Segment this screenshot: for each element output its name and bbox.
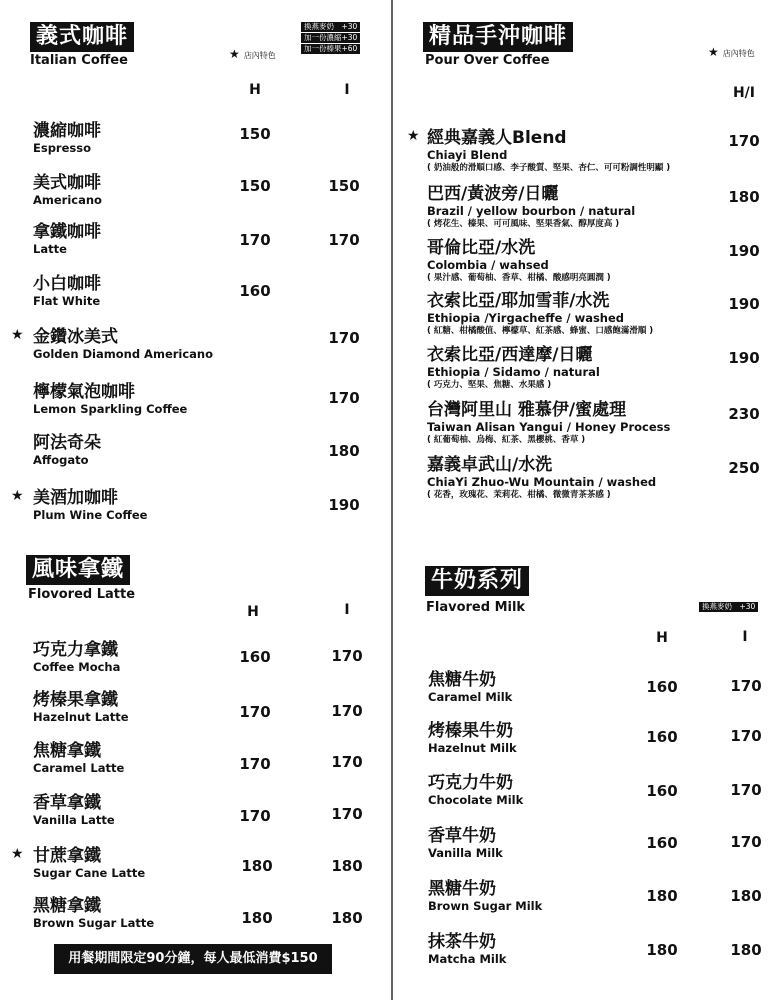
star-legend-label: 店內特色 — [243, 51, 276, 60]
item-name-zh: 衣索比亞/西達摩/日曬 — [427, 345, 593, 365]
item-name-zh: 美酒加咖啡 — [33, 488, 118, 508]
price-iced: 190 — [328, 496, 360, 514]
addon-espresso-shot: 加一份濃縮+30 — [301, 33, 360, 43]
price-iced: 170 — [730, 833, 762, 851]
milk-addons — [699, 602, 758, 612]
milk-section-title: 牛奶系列 — [425, 566, 529, 596]
menu-item — [428, 932, 506, 966]
price-iced: 180 — [331, 857, 363, 875]
menu-item — [33, 173, 102, 207]
item-name-zh: 甘蔗拿鐵 — [33, 846, 101, 866]
menu-item — [33, 433, 101, 467]
item-tasting-note: ( 紅糖、柑橘酸值、檸檬草、紅茶感、蜂蜜、口感飽滿滑順 ) — [427, 326, 654, 336]
item-name-en: Brown Sugar Milk — [428, 899, 543, 913]
menu-item-featured — [11, 488, 148, 522]
italian-section-en: Italian Coffee — [30, 53, 128, 68]
milk-col-hot: H — [656, 630, 668, 646]
price-hot: 160 — [239, 648, 271, 666]
item-name-zh: 抹茶牛奶 — [428, 932, 496, 952]
item-name-zh: 哥倫比亞/水洗 — [427, 238, 536, 258]
price-hot: 160 — [646, 678, 678, 696]
item-name-zh: 台灣阿里山 雅慕伊/蜜處理 — [427, 400, 627, 420]
item-name-en: Americano — [33, 193, 102, 207]
item-name-zh: 衣索比亞/耶加雪菲/水洗 — [427, 291, 610, 311]
item-name-zh: 黑糖牛奶 — [428, 879, 496, 899]
price-iced: 170 — [328, 231, 360, 249]
item-name-en: Lemon Sparkling Coffee — [33, 402, 188, 416]
menu-item — [428, 670, 512, 704]
item-name-zh: 巴西/黃波旁/日曬 — [427, 184, 559, 204]
star-legend-label: 店內特色 — [722, 49, 755, 58]
item-name-en: Brown Sugar Latte — [33, 916, 155, 930]
price-hot: 180 — [241, 909, 273, 927]
milk-col-iced: I — [742, 629, 748, 645]
latte-section-en: Flovored Latte — [28, 587, 136, 602]
price-hot: 150 — [239, 177, 271, 195]
menu-item — [33, 382, 187, 416]
price-hot: 160 — [239, 282, 271, 300]
italian-col-iced: I — [344, 82, 350, 98]
star-icon: ★ — [407, 128, 420, 144]
item-name-en: Caramel Latte — [33, 761, 125, 775]
price: 180 — [728, 188, 760, 206]
item-name-en: Latte — [33, 242, 67, 256]
item-name-en: ChiaYi Zhuo-Wu Mountain / washed — [427, 475, 657, 489]
item-name-en: Vanilla Latte — [33, 813, 115, 827]
price-hot: 150 — [239, 125, 271, 143]
price-iced: 170 — [328, 389, 360, 407]
item-name-zh: 香草拿鐵 — [33, 793, 101, 813]
item-name-en: Caramel Milk — [428, 690, 513, 704]
item-name-en: Sugar Cane Latte — [33, 866, 146, 880]
menu-item — [427, 455, 656, 501]
item-name-en: Brazil / yellow bourbon / natural — [427, 204, 636, 218]
menu-item — [33, 121, 101, 155]
item-name-zh: 拿鐵咖啡 — [33, 222, 101, 242]
menu-item — [33, 274, 101, 308]
item-name-en: Taiwan Alisan Yangui / Honey Process — [427, 420, 671, 434]
item-name-zh: 巧克力拿鐵 — [33, 640, 118, 660]
milk-section-en: Flavored Milk — [426, 600, 526, 615]
price: 250 — [728, 459, 760, 477]
item-name-zh: 檸檬氣泡咖啡 — [33, 382, 135, 402]
latte-col-iced: I — [344, 602, 350, 618]
price-iced: 180 — [730, 887, 762, 905]
star-icon: ★ — [11, 846, 24, 862]
price-iced: 170 — [331, 753, 363, 771]
item-name-en: Ethiopia /Yirgacheffe / washed — [427, 311, 625, 325]
item-tasting-note: ( 果汁感、葡萄柚、香草、柑橘、酸感明亮圓潤 ) — [427, 273, 611, 283]
italian-section-title: 義式咖啡 — [30, 22, 134, 52]
price-iced: 180 — [328, 442, 360, 460]
menu-item — [427, 184, 635, 230]
menu-item — [33, 222, 101, 256]
menu-item-featured — [407, 128, 671, 174]
price-hot: 180 — [646, 887, 678, 905]
item-tasting-note: ( 紅葡萄柚、烏梅、紅茶、黑櫻桃、香草 ) — [427, 435, 586, 445]
item-tasting-note: ( 巧克力、堅果、焦糖、水果感 ) — [427, 380, 552, 390]
menu-item — [428, 826, 503, 860]
item-name-zh: 黑糖拿鐵 — [33, 896, 101, 916]
menu-item — [428, 721, 517, 755]
star-icon: ★ — [708, 45, 719, 59]
item-name-en: Chiayi Blend — [427, 148, 508, 162]
footer-notice: 用餐期間限定90分鐘，每人最低消費$150 — [54, 944, 332, 974]
item-name-zh: 濃縮咖啡 — [33, 121, 101, 141]
item-name-zh: 焦糖拿鐵 — [33, 741, 101, 761]
column-divider — [391, 0, 393, 1000]
item-name-en: Espresso — [33, 141, 91, 155]
menu-item — [428, 773, 523, 807]
menu-item-featured — [11, 327, 214, 361]
menu-item — [33, 741, 124, 775]
price-iced: 170 — [331, 702, 363, 720]
item-name-zh: 烤榛果牛奶 — [428, 721, 513, 741]
item-name-en: Vanilla Milk — [428, 846, 503, 860]
italian-addons — [301, 22, 360, 54]
item-tasting-note: ( 奶油般的滑順口感、李子酸質、堅果、杏仁、可可粉調性明顯 ) — [427, 163, 671, 173]
price: 190 — [728, 242, 760, 260]
item-name-en: Flat White — [33, 294, 101, 308]
price-iced: 170 — [730, 781, 762, 799]
item-tasting-note: ( 烤花生、榛果、可可風味、堅果香氣、醇厚度高 ) — [427, 219, 620, 229]
item-name-zh: 焦糖牛奶 — [428, 670, 496, 690]
price-iced: 170 — [730, 727, 762, 745]
price: 190 — [728, 295, 760, 313]
menu-item — [33, 640, 120, 674]
menu-item — [33, 690, 129, 724]
menu-item — [427, 345, 600, 391]
price-iced: 180 — [730, 941, 762, 959]
item-tasting-note: ( 花香，玫瑰花、茉莉花、柑橘、微微青茶茶感 ) — [427, 490, 611, 500]
price-hot: 160 — [646, 782, 678, 800]
menu-item-featured — [11, 846, 146, 880]
price: 170 — [728, 132, 760, 150]
addon-oat-milk: 換燕麥奶 +30 — [301, 22, 360, 32]
addon-oat-milk: 換燕麥奶 +30 — [699, 602, 758, 612]
pourover-section-title: 精品手沖咖啡 — [423, 22, 573, 52]
item-name-zh: 阿法奇朵 — [33, 433, 101, 453]
price-iced: 170 — [331, 647, 363, 665]
latte-col-hot: H — [247, 604, 259, 620]
star-icon: ★ — [11, 488, 24, 504]
item-name-en: Coffee Mocha — [33, 660, 121, 674]
item-name-zh: 巧克力牛奶 — [428, 773, 513, 793]
price: 190 — [728, 349, 760, 367]
price-hot: 160 — [646, 728, 678, 746]
price-iced: 170 — [331, 805, 363, 823]
price-hot: 160 — [646, 834, 678, 852]
price-iced: 170 — [730, 677, 762, 695]
price-hot: 180 — [646, 941, 678, 959]
item-name-en: Golden Diamond Americano — [33, 347, 214, 361]
star-icon: ★ — [11, 327, 24, 343]
pourover-section-en: Pour Over Coffee — [425, 53, 550, 68]
price-hot: 170 — [239, 231, 271, 249]
item-name-en: Hazelnut Latte — [33, 710, 129, 724]
price-hot: 170 — [239, 755, 271, 773]
menu-item — [428, 879, 542, 913]
menu-item — [33, 793, 115, 827]
price-hot: 170 — [239, 807, 271, 825]
price-hot: 180 — [241, 857, 273, 875]
star-legend — [229, 47, 276, 61]
price-iced: 180 — [331, 909, 363, 927]
menu-item — [33, 896, 154, 930]
item-name-zh: 香草牛奶 — [428, 826, 496, 846]
item-name-zh: 烤榛果拿鐵 — [33, 690, 118, 710]
item-name-zh: 經典嘉義人Blend — [427, 128, 567, 148]
star-icon: ★ — [229, 47, 240, 61]
item-name-en: Chocolate Milk — [428, 793, 524, 807]
item-name-en: Affogato — [33, 453, 89, 467]
price: 230 — [728, 405, 760, 423]
item-name-zh: 美式咖啡 — [33, 173, 101, 193]
price-iced: 170 — [328, 329, 360, 347]
item-name-en: Colombia / wahsed — [427, 258, 549, 272]
menu-item — [427, 238, 611, 284]
addon-hazelnut: 加一份榛果+60 — [301, 44, 360, 54]
item-name-en: Matcha Milk — [428, 952, 507, 966]
pourover-col-hot-iced: H/I — [732, 85, 756, 101]
item-name-zh: 嘉義卓武山/水洗 — [427, 455, 553, 475]
price-hot: 170 — [239, 703, 271, 721]
item-name-en: Plum Wine Coffee — [33, 508, 148, 522]
menu-item — [427, 291, 653, 337]
item-name-zh: 金鑽冰美式 — [33, 327, 118, 347]
item-name-en: Ethiopia / Sidamo / natural — [427, 365, 600, 379]
menu-item — [427, 400, 670, 446]
price-iced: 150 — [328, 177, 360, 195]
latte-section-title: 風味拿鐵 — [26, 555, 130, 585]
item-name-zh: 小白咖啡 — [33, 274, 101, 294]
italian-col-hot: H — [249, 82, 261, 98]
item-name-en: Hazelnut Milk — [428, 741, 517, 755]
star-legend — [708, 45, 755, 59]
